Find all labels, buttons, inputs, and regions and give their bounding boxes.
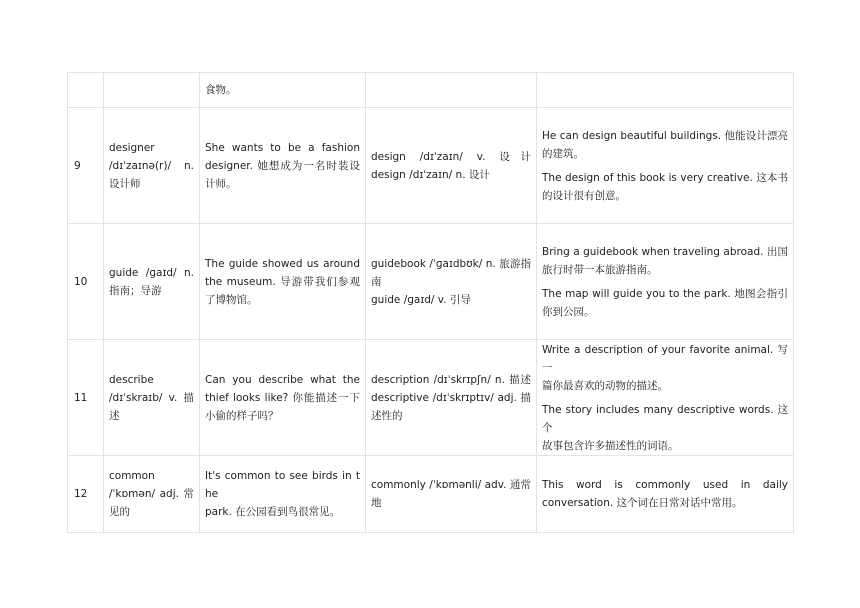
example-sentence: [542, 476, 788, 512]
derived-line: 述性的: [371, 409, 403, 422]
sentence-line: This word is commonly used in daily: [542, 479, 788, 491]
derived-cell: [366, 456, 537, 533]
example-line: 食物。: [205, 84, 237, 96]
example-line: thief looks like? 你能描述一下: [205, 391, 360, 404]
example-sentence: [542, 341, 788, 395]
example-sentence: [542, 169, 788, 205]
sentence-line: The story includes many descriptive words. 这个: [542, 403, 788, 434]
table-row: [68, 73, 794, 108]
example-cell: [200, 456, 366, 533]
sentence-line: 的建筑。: [542, 147, 584, 160]
derived-cell: [366, 224, 537, 340]
word-line: /ˈkɒmən/ adj. 常: [109, 488, 194, 500]
derived-line: 地: [371, 497, 382, 509]
sentence-line: Write a description of your favorite animal. 写一: [542, 343, 788, 374]
sentences-cell: [537, 108, 794, 224]
word-line: guide /ɡaɪd/ n.: [109, 266, 194, 279]
sentence-line: 旅行时带一本旅游指南。: [542, 263, 658, 276]
example-cell: [200, 73, 366, 108]
example-sentence: [542, 127, 788, 163]
sentence-line: Bring a guidebook when traveling abroad. 出国: [542, 245, 788, 258]
word-line: 述: [109, 409, 120, 422]
derived-line: description /dɪˈskrɪpʃn/ n. 描述: [371, 373, 531, 386]
word-line: describe: [109, 373, 154, 386]
example-sentence: [542, 285, 788, 321]
table-row: [68, 108, 794, 224]
row-number: 9: [68, 108, 104, 224]
derived-line: guidebook /ˈɡaɪdbʊk/ n. 旅游指: [371, 257, 531, 270]
example-cell: [200, 340, 366, 456]
word-line: /dɪˈzaɪnə(r)/ n.: [109, 159, 194, 172]
example-cell: [200, 108, 366, 224]
table-row: [68, 224, 794, 340]
word-cell: [104, 340, 200, 456]
sentence-line: 的设计很有创意。: [542, 189, 626, 202]
sentence-line: He can design beautiful buildings. 他能设计漂亮: [542, 129, 788, 142]
row-number: [68, 73, 104, 108]
word-cell: [104, 108, 200, 224]
vocabulary-table: [67, 72, 794, 533]
sentence-line: 你到公园。: [542, 305, 595, 318]
sentence-line: 篇你最喜欢的动物的描述。: [542, 379, 668, 392]
derived-line: design /dɪˈzaɪn/ v. 设计: [371, 150, 531, 163]
word-line: designer: [109, 141, 155, 154]
sentences-cell: [537, 73, 794, 108]
sentence-line: conversation. 这个词在日常对话中常用。: [542, 497, 743, 509]
row-number: 12: [68, 456, 104, 533]
word-line: 设计师: [109, 177, 141, 190]
vocabulary-table-body: [68, 73, 794, 533]
word-line: 指南；导游: [109, 284, 162, 297]
word-line: common: [109, 470, 155, 482]
example-sentence: [542, 401, 788, 455]
derived-line: 南: [371, 275, 382, 288]
sentences-cell: [537, 224, 794, 340]
table-row: [68, 456, 794, 533]
example-line: 了博物馆。: [205, 293, 258, 306]
sentences-cell: [537, 340, 794, 456]
word-line: /dɪˈskraɪb/ v. 描: [109, 391, 194, 404]
derived-cell: [366, 73, 537, 108]
word-cell: [104, 224, 200, 340]
example-line: Can you describe what the: [205, 373, 360, 386]
sentences-cell: [537, 456, 794, 533]
example-line: 小偷的样子吗？: [205, 409, 279, 422]
sentence-line: 故事包含许多描述性的词语。: [542, 439, 679, 452]
example-line: It's common to see birds in the: [205, 470, 360, 500]
derived-line: commonly /ˈkɒmənli/ adv. 通常: [371, 479, 531, 491]
word-line: 见的: [109, 506, 130, 518]
word-cell: [104, 456, 200, 533]
derived-line: guide /ɡaɪd/ v. 引导: [371, 293, 471, 306]
example-line: She wants to be a fashion: [205, 141, 360, 154]
sentence-line: The map will guide you to the park. 地图会指引: [542, 287, 788, 300]
table-row: [68, 340, 794, 456]
example-line: 计师。: [205, 177, 237, 190]
derived-cell: [366, 108, 537, 224]
row-number: 11: [68, 340, 104, 456]
example-line: designer. 她想成为一名时装设: [205, 159, 360, 172]
sentence-line: The design of this book is very creative. 这本书: [542, 171, 788, 184]
derived-line: design /dɪˈzaɪn/ n. 设计: [371, 168, 490, 181]
example-line: the museum. 导游带我们参观: [205, 275, 360, 288]
example-cell: [200, 224, 366, 340]
word-cell: [104, 73, 200, 108]
example-sentence: [542, 243, 788, 279]
example-line: The guide showed us around: [205, 257, 360, 270]
derived-line: descriptive /dɪˈskrɪptɪv/ adj. 描: [371, 391, 531, 404]
example-line: park. 在公园看到鸟很常见。: [205, 506, 341, 518]
derived-cell: [366, 340, 537, 456]
row-number: 10: [68, 224, 104, 340]
